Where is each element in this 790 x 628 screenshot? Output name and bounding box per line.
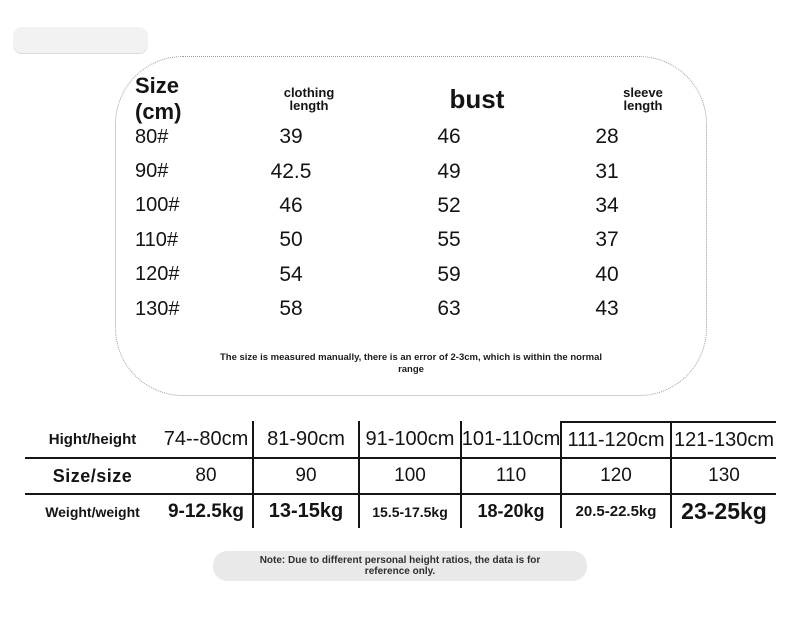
size-row-130	[116, 292, 706, 326]
bust-value: 46	[437, 125, 461, 149]
measurement-error-note-line1: The size is measured manually, there is an error of 2-3cm, which is within the normal	[219, 352, 603, 363]
measurement-error-note	[116, 352, 706, 376]
height-value: 74--80cm	[163, 427, 249, 450]
clothing-length-value: 58	[279, 297, 303, 321]
bust-value: 52	[437, 193, 461, 217]
clothing-length-value: 42.5	[270, 159, 312, 183]
clothing-length-value: 50	[279, 228, 303, 252]
measurement-error-note-line2: range	[398, 364, 424, 375]
weight-value: 15.5-17.5kg	[358, 493, 460, 528]
reference-only-note	[213, 551, 587, 581]
height-value: 111-120cm	[560, 421, 670, 457]
clothing-length-value: 54	[279, 262, 303, 286]
bust-value: 49	[437, 159, 461, 183]
size-row-100	[116, 189, 706, 223]
weight-value: 18-20kg	[460, 493, 560, 528]
size-row-120	[116, 258, 706, 292]
size-chart-panel	[115, 56, 707, 396]
column-header-bust: bust	[449, 83, 505, 114]
size-label: 120#	[135, 263, 180, 286]
size-label: 100#	[135, 194, 180, 217]
sleeve-length-value: 37	[595, 228, 619, 252]
height-value: 121-130cm	[670, 421, 776, 457]
sleeve-length-value: 34	[595, 193, 619, 217]
row-header-height: Hight/height	[48, 430, 137, 448]
weight-value: 9-12.5kg	[160, 493, 252, 528]
bust-value: 63	[437, 297, 461, 321]
row-header-weight: Weight/weight	[25, 493, 160, 528]
height-value: 101-110cm	[460, 421, 560, 457]
size-label: 80#	[135, 125, 169, 148]
sleeve-length-value: 31	[595, 159, 619, 183]
weight-value: 13-15kg	[252, 493, 358, 528]
clothing-length-value: 46	[279, 193, 303, 217]
column-header-size: Size (cm)	[135, 73, 182, 124]
row-header-size: Size/size	[25, 457, 160, 493]
size-value: 100	[358, 457, 460, 493]
weight-value: 23-25kg	[670, 493, 776, 528]
size-value: 90	[252, 457, 358, 493]
size-row-80	[116, 120, 706, 154]
column-header-sleeve-length	[575, 86, 703, 112]
bust-value: 55	[437, 228, 461, 252]
column-header-clothing-length	[231, 86, 369, 112]
bust-value: 59	[437, 262, 461, 286]
size-value: 110	[460, 457, 560, 493]
clothing-length-line2: length	[289, 98, 329, 113]
size-label: 130#	[135, 297, 180, 320]
sleeve-length-line1: sleeve	[623, 85, 663, 100]
size-value: 80	[160, 457, 252, 493]
weight-value: 20.5-22.5kg	[560, 493, 670, 528]
size-row-110	[116, 223, 706, 257]
reference-only-note-line1: Note: Due to different personal height ratios, the data is for	[259, 554, 541, 566]
size-value: 130	[670, 457, 776, 493]
reference-only-note-line2: reference only.	[364, 566, 436, 577]
sleeve-length-value: 40	[595, 262, 619, 286]
clothing-length-line1: clothing	[283, 85, 335, 100]
size-row-90	[116, 154, 706, 188]
height-value: 81-90cm	[252, 421, 358, 457]
size-label: 110#	[135, 228, 179, 251]
height-size-weight-table	[25, 421, 776, 528]
sleeve-length-value: 43	[595, 297, 619, 321]
sleeve-length-value: 28	[595, 125, 619, 149]
size-chart-header-row	[116, 73, 706, 124]
sleeve-length-line2: length	[623, 98, 663, 113]
size-label: 90#	[135, 160, 169, 183]
size-value: 120	[560, 457, 670, 493]
height-value: 91-100cm	[358, 421, 460, 457]
clothing-length-value: 39	[279, 125, 303, 149]
logo-placeholder-blob	[13, 27, 148, 53]
